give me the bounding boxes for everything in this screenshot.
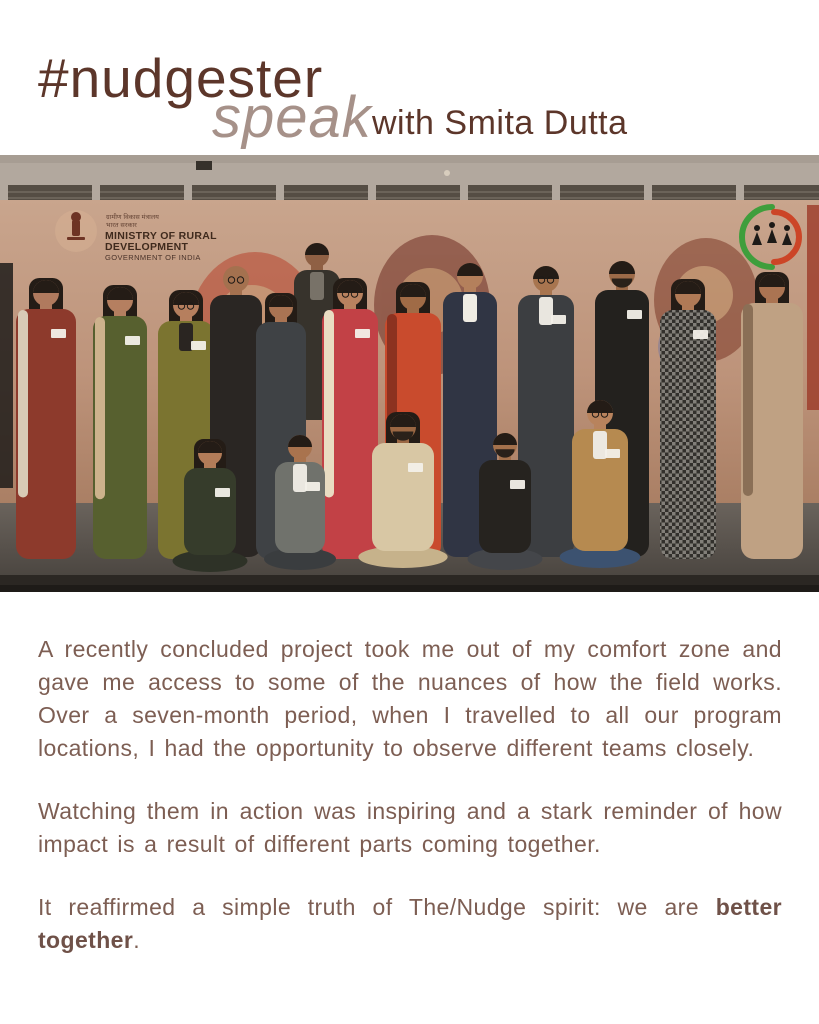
paragraph-1: A recently concluded project took me out of my comfort zone and gave me access to some of the nuances of how the field works. Over a seven-month period, when I travelled to all our program locations, I had the opportunity to observe different teams closely. <box>38 636 782 761</box>
people-group <box>16 243 803 572</box>
paragraph-3 <box>38 891 782 957</box>
woman-maroon-print-kurta <box>16 278 76 559</box>
header-section <box>0 0 819 155</box>
banner-right-poster-edge <box>807 205 819 410</box>
subtitle-with-name: with Smita Dutta <box>372 104 628 142</box>
screen-edge <box>0 263 13 488</box>
banner-hindi-line1: ग्रामीण विकास मंत्रालय <box>106 214 159 221</box>
stage-front-edge <box>0 575 819 592</box>
paragraph-3-period: . <box>133 927 140 953</box>
paragraph-3-bold-phrase: better together <box>38 894 782 953</box>
woman-beige-printed-shawl <box>741 272 803 559</box>
woman-red-kurta-cream-dupatta <box>322 278 378 559</box>
paragraph-2: Watching them in action was inspiring and a stark reminder of how impact is a result of different parts coming together. <box>38 798 782 857</box>
paragraph-3-text: It reaffirmed a simple truth of The/Nudge spirit: we are <box>38 894 716 920</box>
woman-green-kurta-tan-shawl <box>93 285 147 559</box>
banner-govt-line: GOVERNMENT OF INDIA <box>105 253 201 262</box>
banner-hindi-line2: भारत सरकार <box>106 222 137 229</box>
banner-ministry-line2: DEVELOPMENT <box>105 241 189 253</box>
hashtag-title: #nudgester <box>38 47 324 109</box>
event-photo <box>0 155 819 592</box>
article-body <box>0 592 819 957</box>
woman-checkered-sari <box>660 279 716 559</box>
banner-ministry-line1: MINISTRY OF RURAL <box>105 230 217 242</box>
script-word: speak <box>212 85 372 150</box>
